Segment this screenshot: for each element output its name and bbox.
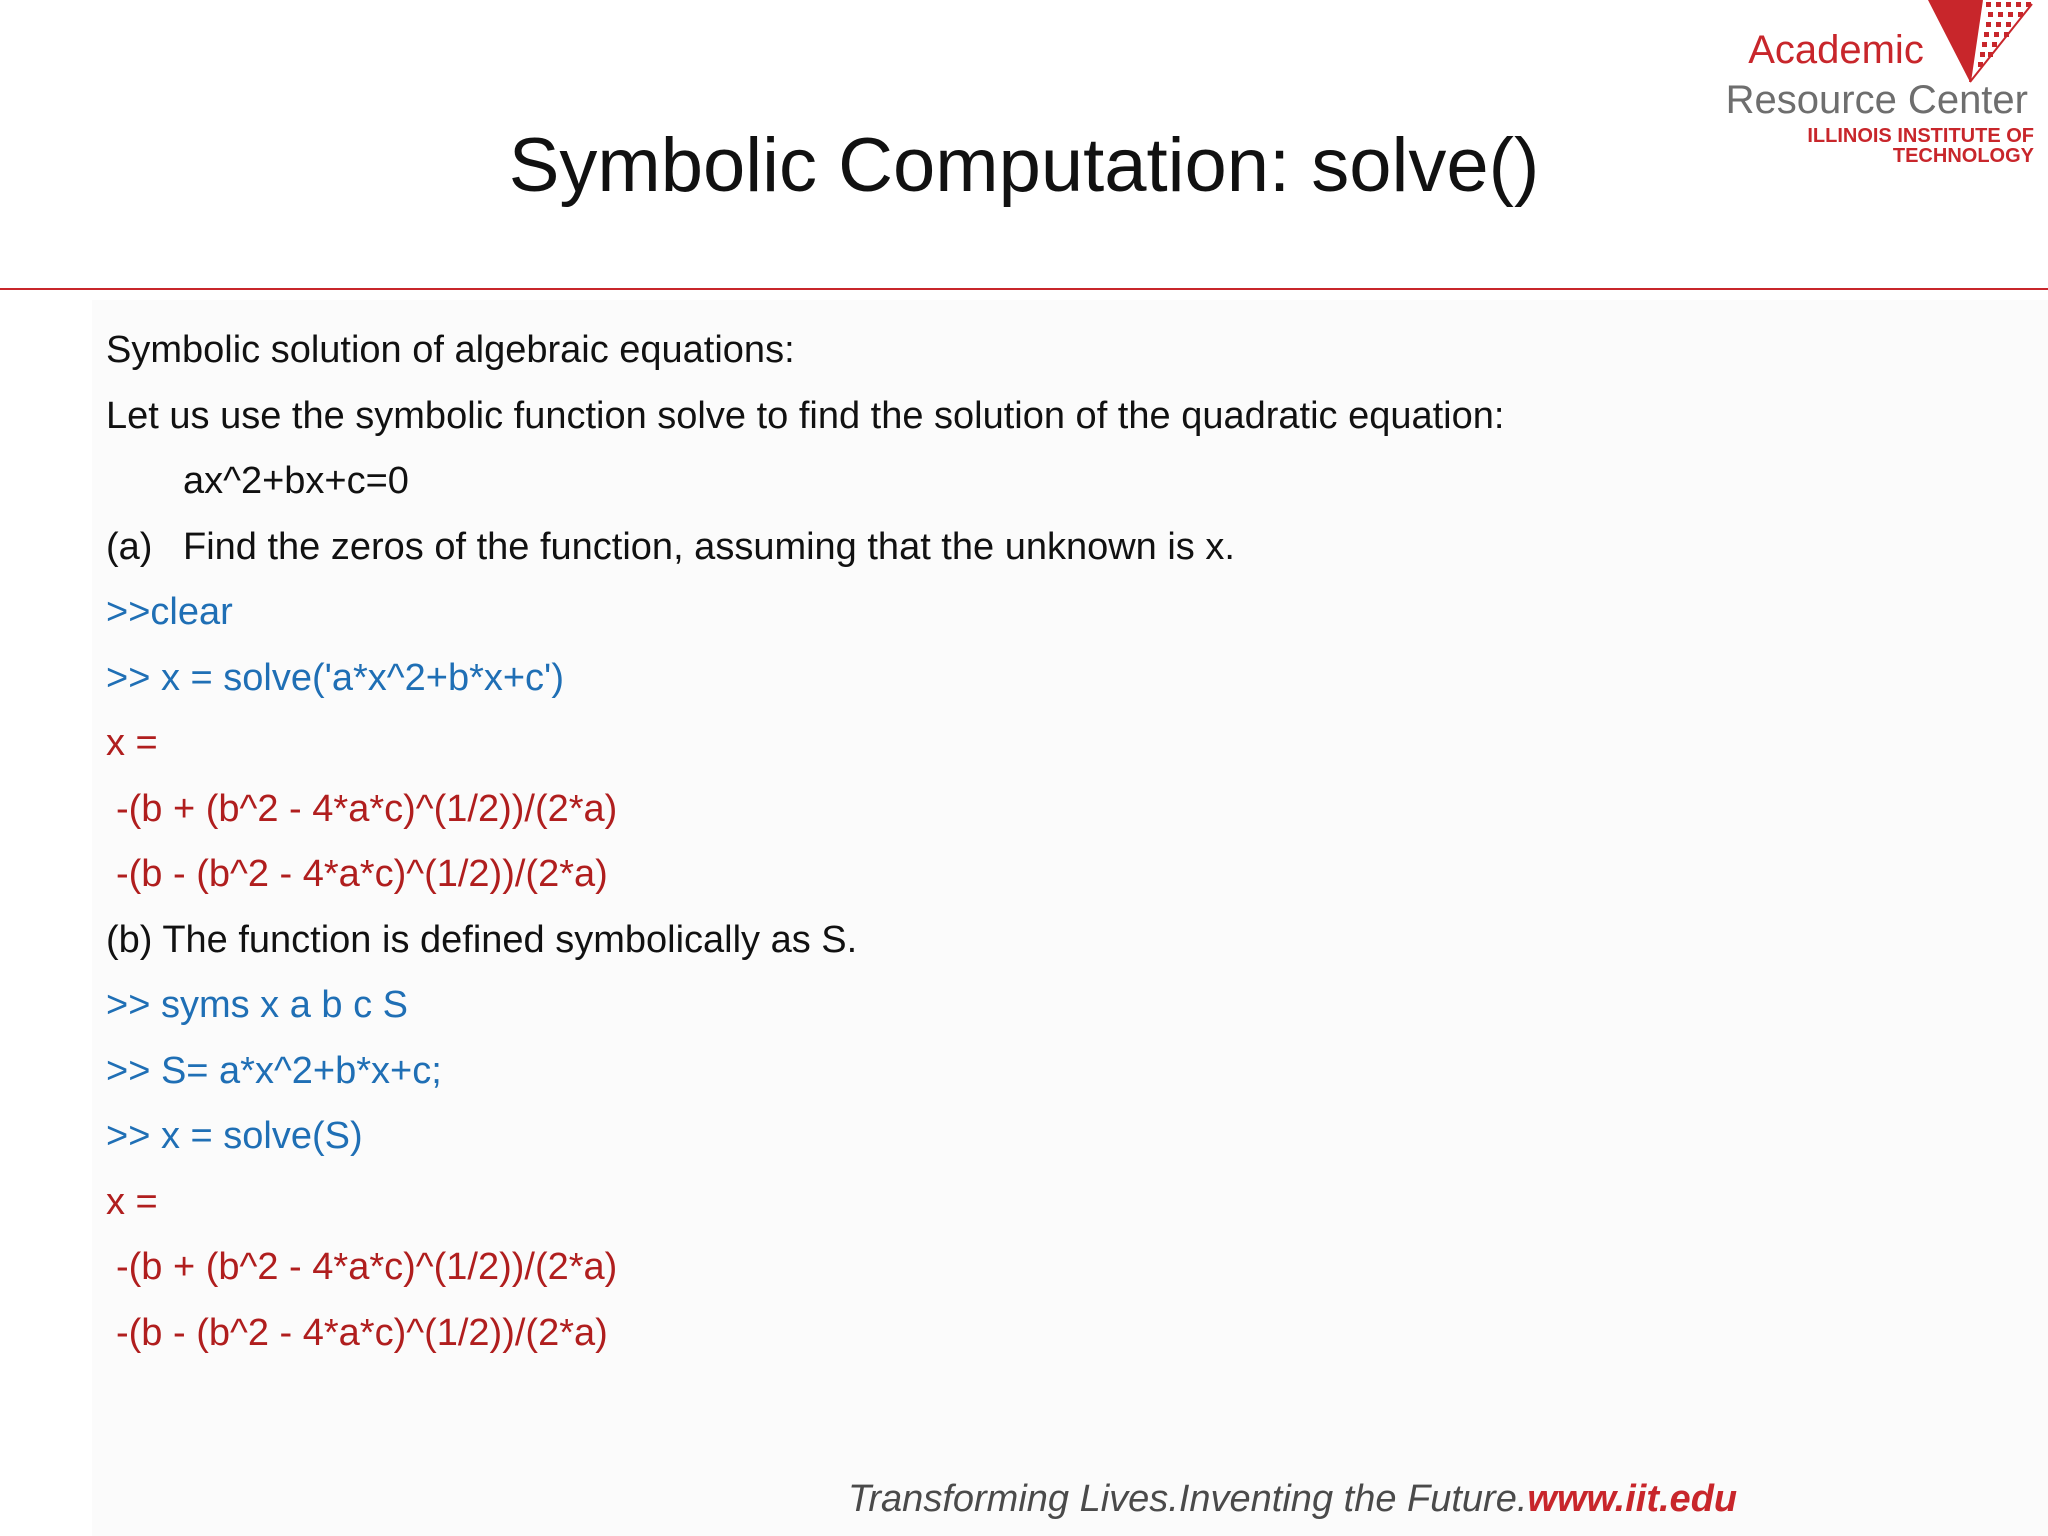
- command-syms: >> syms x a b c S: [106, 984, 408, 1026]
- logo-resource-center-text: Resource Center: [1725, 78, 2028, 122]
- footer-url-link[interactable]: www.iit.edu: [1527, 1478, 1738, 1520]
- part-a-text: Find the zeros of the function, assuming that the unknown is x.: [183, 525, 1235, 568]
- slide-body: [106, 318, 2006, 1366]
- equation-text: ax^2+bx+c=0: [183, 460, 409, 502]
- command-clear: >>clear: [106, 591, 233, 633]
- output-root: -(b + (b^2 - 4*a*c)^(1/2))/(2*a): [116, 787, 618, 830]
- intro-text: Symbolic solution of algebraic equations:: [106, 329, 795, 371]
- footer-tagline-text: Transforming Lives.Inventing the Future.: [848, 1478, 1528, 1520]
- output-root: -(b + (b^2 - 4*a*c)^(1/2))/(2*a): [116, 1246, 618, 1288]
- part-b-text: (b) The function is defined symbolically as S.: [106, 918, 858, 961]
- footer-tagline: [848, 1478, 2048, 1521]
- task-text: Let us use the symbolic function solve to find the solution of the quadratic equation:: [106, 394, 1505, 437]
- slide-title: Symbolic Computation: solve(): [508, 123, 1540, 208]
- command-solve-s: >> x = solve(S): [106, 1115, 363, 1157]
- part-a-item: [106, 515, 2006, 581]
- part-a-marker: (a): [106, 525, 153, 568]
- output-root: -(b - (b^2 - 4*a*c)^(1/2))/(2*a): [116, 853, 608, 895]
- logo-academic-text: Academic: [1748, 28, 1924, 72]
- output-label: x =: [106, 722, 158, 764]
- output-label: x =: [106, 1180, 158, 1223]
- logo-institute-text: ILLINOIS INSTITUTE OF TECHNOLOGY: [1807, 125, 2034, 167]
- command-define-s: >> S= a*x^2+b*x+c;: [106, 1049, 442, 1092]
- output-root: -(b - (b^2 - 4*a*c)^(1/2))/(2*a): [116, 1311, 608, 1354]
- title-divider: [0, 288, 2048, 290]
- command-solve-string: >> x = solve('a*x^2+b*x+c'): [106, 656, 564, 699]
